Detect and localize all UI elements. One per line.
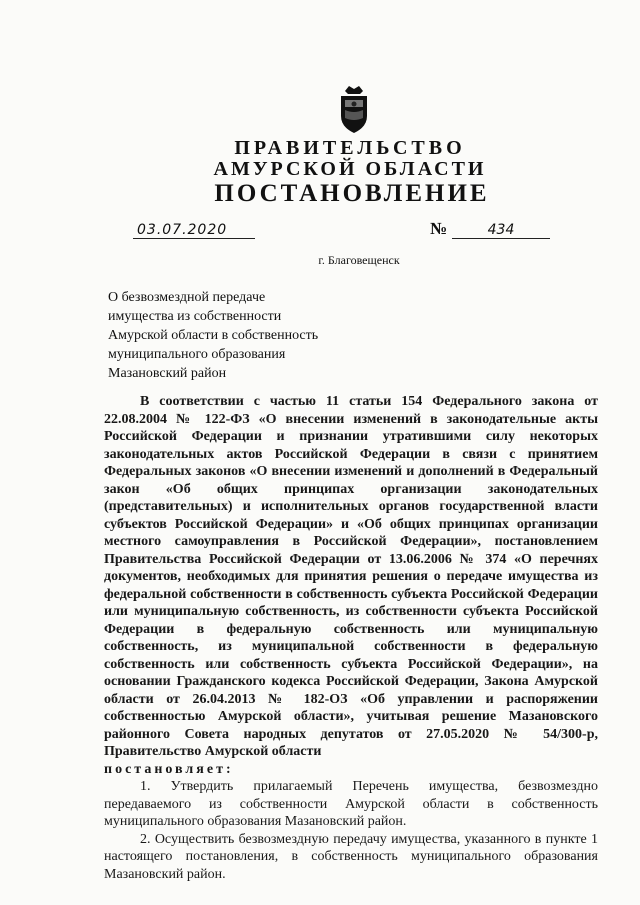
decree-item-2: 2. Осуществить безвозмездную передачу имущества, указанного в пункте 1 настоящего постановления, в собственность муниципального образования Мазановский район. [104, 831, 598, 882]
region-title: АМУРСКОЙ ОБЛАСТИ [213, 158, 487, 180]
government-title: ПРАВИТЕЛЬСТВО [234, 137, 466, 159]
document-body [104, 393, 598, 883]
document-number: 434 [452, 222, 550, 239]
subject-line: О безвозмездной передаче [108, 290, 266, 305]
subject-line: Мазановский район [108, 366, 227, 381]
subject-line: Амурской области в собственность [108, 328, 319, 343]
document-type-title: ПОСТАНОВЛЕНИЕ [214, 180, 490, 207]
preamble-paragraph: В соответствии с частью 11 статьи 154 Федерального закона от 22.08.2004 № 122-ФЗ «О внесении изменений в законодательные акты Российской Федерации и признании утратившими силу некоторых законодательных актов Российской Федерации в связи с принятием Федеральных законов «О внесении изменений и дополнений в Федеральный закон «Об общих принципах организации законодательных (представительных) и исполнительных органов государственной власти субъектов Российской Федерации» и «Об общих принципах организации местного самоуправления в Российской Федерации», постановлением Правительства Российской Федерации от 13.06.2006 № 374 «О перечнях документов, необходимых для принятия решения о передаче имущества из федеральной собственности в собственность субъекта Российской Федерации или муниципальную собственность, из собственности субъекта Российской Федерации в федеральную собственность или муниципальную собственность, из муниципальной собственности в федеральную собственность или собственность субъекта Российской Федерации», на основании Гражданского кодекса Российской Федерации, Закона Амурской области от 26.04.2013 № 182-ОЗ «Об управлении и распоряжении собственностью Амурской области», учитывая решение Мазановского районного Совета народных депутатов от 27.05.2020 № 54/300-р, Правительство Амурской области [104, 394, 598, 759]
subject-line: имущества из собственности [108, 309, 282, 324]
subject-block [108, 288, 318, 383]
subject-line: муниципального образования [108, 347, 286, 362]
resolve-word: постановляет: [104, 761, 234, 777]
city-name: г. Благовещенск [318, 253, 400, 267]
number-sign: № [430, 219, 448, 238]
coat-of-arms-icon [331, 83, 377, 135]
document-date: 03.07.2020 [133, 222, 255, 239]
decree-item-1: 1. Утвердить прилагаемый Перечень имущества, безвозмездно передаваемого из собственности Амурской области в собственность муниципального образования Мазановский район. [104, 779, 598, 829]
